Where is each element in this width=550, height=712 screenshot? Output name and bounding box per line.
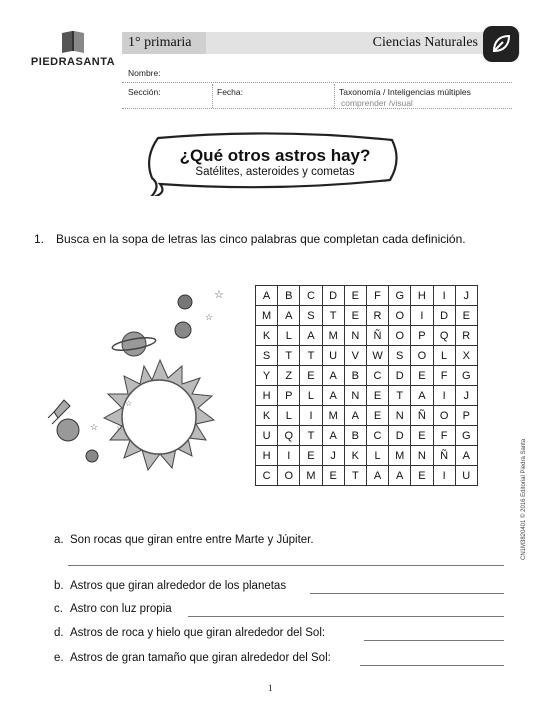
answer-line-d[interactable] bbox=[364, 640, 504, 641]
question-text: Busca en la sopa de letras las cinco palabras que completan cada definición. bbox=[56, 232, 466, 246]
grid-cell[interactable]: B bbox=[344, 366, 366, 386]
grid-cell[interactable]: V bbox=[344, 346, 366, 366]
grid-cell[interactable]: H bbox=[256, 446, 278, 466]
item-text: Astro con luz propia bbox=[70, 603, 172, 615]
grid-cell[interactable]: E bbox=[366, 406, 388, 426]
grid-cell[interactable]: A bbox=[411, 386, 433, 406]
grid-row bbox=[256, 406, 478, 426]
grid-cell[interactable]: A bbox=[278, 306, 300, 326]
grid-cell[interactable]: G bbox=[389, 286, 411, 306]
item-letter: a. bbox=[54, 534, 64, 546]
grid-cell[interactable]: S bbox=[256, 346, 278, 366]
grade-label: 1° primaria bbox=[122, 32, 206, 54]
grid-cell[interactable]: A bbox=[455, 446, 477, 466]
space-illustration bbox=[30, 280, 250, 490]
grid-cell[interactable]: F bbox=[366, 286, 388, 306]
grid-cell[interactable]: D bbox=[389, 426, 411, 446]
publisher-logo bbox=[28, 30, 118, 68]
grid-cell[interactable]: L bbox=[278, 406, 300, 426]
grid-cell[interactable]: D bbox=[389, 366, 411, 386]
item-e bbox=[54, 652, 331, 664]
name-field[interactable] bbox=[122, 82, 512, 83]
grid-cell[interactable]: M bbox=[256, 306, 278, 326]
grid-cell[interactable]: Ñ bbox=[433, 446, 455, 466]
item-letter: e. bbox=[54, 652, 64, 664]
planet-icon bbox=[86, 450, 98, 462]
grid-cell[interactable]: O bbox=[389, 306, 411, 326]
section-label: Sección: bbox=[128, 87, 161, 97]
grid-cell[interactable]: L bbox=[278, 326, 300, 346]
leaf-icon bbox=[489, 32, 513, 56]
grid-cell[interactable]: C bbox=[256, 466, 278, 486]
grid-cell[interactable]: M bbox=[322, 326, 344, 346]
grid-cell[interactable]: F bbox=[433, 426, 455, 446]
item-text: Astros de gran tamaño que giran alrededor del Sol: bbox=[70, 652, 331, 664]
grid-cell[interactable]: J bbox=[322, 446, 344, 466]
grid-cell[interactable]: U bbox=[256, 426, 278, 446]
star-icon: ☆ bbox=[116, 423, 124, 432]
grid-cell[interactable]: K bbox=[256, 406, 278, 426]
grid-cell[interactable]: P bbox=[455, 406, 477, 426]
subject-badge bbox=[483, 26, 519, 62]
grid-cell[interactable]: N bbox=[389, 406, 411, 426]
taxonomy-label: Taxonomía / Inteligencias múltiples bbox=[339, 87, 471, 97]
word-search-grid bbox=[255, 285, 478, 486]
grid-row bbox=[256, 386, 478, 406]
question-1 bbox=[34, 232, 466, 246]
ringed-planet-icon bbox=[111, 332, 156, 356]
grid-cell[interactable]: T bbox=[344, 466, 366, 486]
grid-cell[interactable]: Q bbox=[433, 326, 455, 346]
item-letter: c. bbox=[54, 603, 63, 615]
item-letter: b. bbox=[54, 580, 64, 592]
grid-cell[interactable]: J bbox=[455, 386, 477, 406]
grid-cell[interactable]: Z bbox=[278, 366, 300, 386]
grid-cell[interactable]: I bbox=[433, 286, 455, 306]
star-icon: ☆ bbox=[125, 399, 133, 408]
grid-row bbox=[256, 286, 478, 306]
grid-cell[interactable]: E bbox=[344, 306, 366, 326]
grid-row bbox=[256, 346, 478, 366]
item-d bbox=[54, 627, 325, 639]
grid-cell[interactable]: L bbox=[300, 386, 322, 406]
field-divider bbox=[334, 84, 335, 108]
star-icon: ☆ bbox=[90, 422, 99, 432]
item-text: Son rocas que giran entre entre Marte y Júpiter. bbox=[70, 534, 314, 546]
grid-cell[interactable]: F bbox=[433, 366, 455, 386]
answer-line-e[interactable] bbox=[360, 665, 504, 666]
star-icon: ☆ bbox=[205, 312, 214, 322]
grid-cell[interactable]: M bbox=[389, 446, 411, 466]
grid-cell[interactable]: A bbox=[322, 366, 344, 386]
grid-cell[interactable]: E bbox=[411, 466, 433, 486]
grid-cell[interactable]: E bbox=[411, 426, 433, 446]
grid-cell[interactable]: W bbox=[366, 346, 388, 366]
grid-cell[interactable]: T bbox=[389, 386, 411, 406]
grid-cell[interactable]: T bbox=[300, 346, 322, 366]
grid-cell[interactable]: R bbox=[455, 326, 477, 346]
page-subtitle: Satélites, asteroides y cometas bbox=[195, 166, 355, 178]
book-logo-icon bbox=[60, 30, 86, 54]
grid-row bbox=[256, 446, 478, 466]
grid-cell[interactable]: M bbox=[300, 466, 322, 486]
grid-cell[interactable]: I bbox=[433, 466, 455, 486]
grid-cell[interactable]: C bbox=[366, 426, 388, 446]
item-b bbox=[54, 580, 286, 592]
planet-icon bbox=[57, 419, 79, 441]
grid-cell[interactable]: L bbox=[366, 446, 388, 466]
field-divider bbox=[212, 84, 213, 108]
grid-cell[interactable]: N bbox=[411, 446, 433, 466]
grid-row bbox=[256, 306, 478, 326]
grid-cell[interactable]: J bbox=[455, 286, 477, 306]
grid-cell[interactable]: H bbox=[256, 386, 278, 406]
grid-cell[interactable]: Q bbox=[278, 426, 300, 446]
grid-cell[interactable]: E bbox=[366, 386, 388, 406]
grid-cell[interactable]: I bbox=[411, 306, 433, 326]
grid-cell[interactable]: S bbox=[389, 346, 411, 366]
grid-cell[interactable]: E bbox=[344, 286, 366, 306]
grid-cell[interactable]: O bbox=[389, 326, 411, 346]
answer-line-a[interactable] bbox=[68, 565, 504, 566]
grid-cell[interactable]: N bbox=[344, 386, 366, 406]
grid-cell[interactable]: T bbox=[278, 346, 300, 366]
grid-cell[interactable]: E bbox=[322, 466, 344, 486]
grid-cell[interactable]: T bbox=[322, 306, 344, 326]
grid-cell[interactable]: E bbox=[411, 366, 433, 386]
grid-cell[interactable]: U bbox=[455, 466, 477, 486]
grid-cell[interactable]: O bbox=[278, 466, 300, 486]
grid-cell[interactable]: I bbox=[300, 406, 322, 426]
grid-cell[interactable]: G bbox=[455, 426, 477, 446]
grid-cell[interactable]: H bbox=[411, 286, 433, 306]
grid-cell[interactable]: B bbox=[278, 286, 300, 306]
item-letter: d. bbox=[54, 627, 64, 639]
grid-cell[interactable]: P bbox=[411, 326, 433, 346]
brand-name: PIEDRASANTA bbox=[30, 56, 116, 68]
grid-cell[interactable]: K bbox=[344, 446, 366, 466]
question-number: 1. bbox=[34, 232, 45, 246]
answer-line-b[interactable] bbox=[310, 593, 504, 594]
grid-cell[interactable]: K bbox=[256, 326, 278, 346]
grid-cell[interactable]: S bbox=[300, 306, 322, 326]
answer-line-c[interactable] bbox=[188, 616, 504, 617]
item-a bbox=[54, 534, 314, 546]
grid-cell[interactable]: D bbox=[433, 306, 455, 326]
grid-cell[interactable]: E bbox=[455, 306, 477, 326]
item-c bbox=[54, 603, 172, 615]
grid-cell[interactable]: C bbox=[366, 366, 388, 386]
grid-cell[interactable]: C bbox=[300, 286, 322, 306]
grid-cell[interactable]: X bbox=[455, 346, 477, 366]
grid-cell[interactable]: N bbox=[344, 326, 366, 346]
grid-cell[interactable]: A bbox=[389, 466, 411, 486]
planet-icon bbox=[178, 295, 192, 309]
sun-icon bbox=[104, 360, 214, 470]
grid-cell[interactable]: E bbox=[300, 366, 322, 386]
side-code: CN1M3820401 © 2016 Editorial Piedra Santa bbox=[521, 438, 527, 560]
grid-cell[interactable]: U bbox=[322, 346, 344, 366]
page-title: ¿Qué otros astros hay? bbox=[179, 146, 371, 165]
grid-cell[interactable]: E bbox=[300, 446, 322, 466]
taxonomy-value: comprender /visual bbox=[341, 98, 413, 108]
grid-cell[interactable]: D bbox=[322, 286, 344, 306]
name-label: Nombre: bbox=[128, 68, 161, 78]
item-text: Astros de roca y hielo que giran alrededor del Sol: bbox=[70, 627, 326, 639]
grid-cell[interactable]: A bbox=[344, 406, 366, 426]
grid-cell[interactable]: Ñ bbox=[411, 406, 433, 426]
grid-cell[interactable]: I bbox=[278, 446, 300, 466]
grid-cell[interactable]: A bbox=[322, 386, 344, 406]
grid-row bbox=[256, 426, 478, 446]
planet-icon bbox=[175, 322, 191, 338]
grid-cell[interactable]: M bbox=[322, 406, 344, 426]
grid-cell[interactable]: Ñ bbox=[366, 326, 388, 346]
grid-row bbox=[256, 366, 478, 386]
grid-cell[interactable]: A bbox=[300, 326, 322, 346]
grid-cell[interactable]: I bbox=[433, 386, 455, 406]
grid-cell[interactable]: G bbox=[455, 366, 477, 386]
grid-cell[interactable]: L bbox=[433, 346, 455, 366]
item-text: Astros que giran alrededor de los planetas bbox=[70, 580, 287, 592]
grid-cell[interactable]: O bbox=[433, 406, 455, 426]
date-label: Fecha: bbox=[217, 87, 243, 97]
grid-cell[interactable]: P bbox=[278, 386, 300, 406]
page-number: 1 bbox=[268, 683, 273, 693]
grid-row bbox=[256, 326, 478, 346]
grid-cell[interactable]: O bbox=[411, 346, 433, 366]
grid-cell[interactable]: A bbox=[256, 286, 278, 306]
grid-row bbox=[256, 466, 478, 486]
grid-cell[interactable]: A bbox=[322, 426, 344, 446]
grid-cell[interactable]: T bbox=[300, 426, 322, 446]
grid-cell[interactable]: R bbox=[366, 306, 388, 326]
section-field[interactable] bbox=[122, 108, 512, 109]
grid-cell[interactable]: B bbox=[344, 426, 366, 446]
grid-cell[interactable]: Y bbox=[256, 366, 278, 386]
subject-label: Ciencias Naturales bbox=[372, 35, 478, 50]
star-icon: ☆ bbox=[214, 289, 224, 301]
grid-cell[interactable]: A bbox=[366, 466, 388, 486]
